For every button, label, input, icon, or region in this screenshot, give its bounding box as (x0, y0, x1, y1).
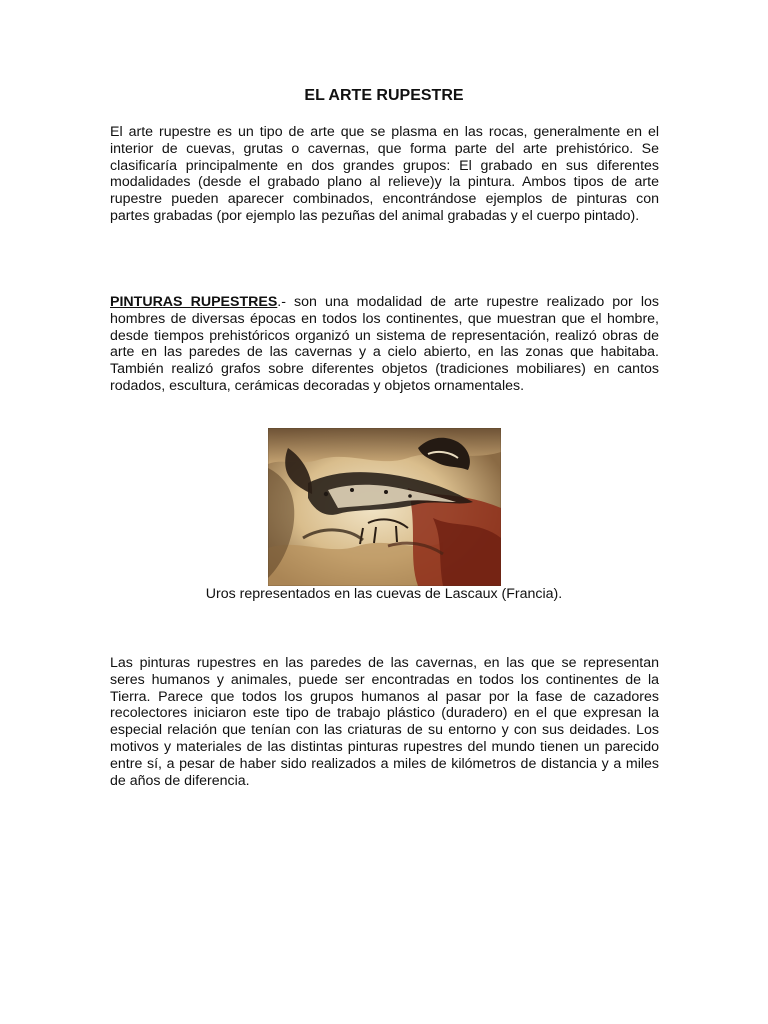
lascaux-cave-painting-image (268, 428, 501, 586)
pinturas-text: .- son una modalidad de arte rupestre realizado por los hombres de diversas épocas en todos los continentes, que muestran que el hombre, desde tiempos prehistóricos organizó un sistema de representación, realizó obras de arte en las paredes de las cavernas y a cielo abierto, en las zonas que habitaba. También realizó grafos sobre diferentes objetos (tradiciones mobiliares) en cantos rodados, escultura, cerámicas decoradas y objetos ornamentales. (110, 294, 659, 394)
page-title: EL ARTE RUPESTRE (304, 87, 464, 104)
figure-caption: Uros representados en las cuevas de Lascaux (Francia). (205, 586, 563, 602)
pinturas-term: PINTURAS RUPESTRES (110, 294, 278, 310)
closing-paragraph: Las pinturas rupestres en las paredes de las cavernas, en las que se representan seres humanos y animales, puede ser encontradas en todos los continentes de la Tierra. Parece que todos los grupos humanos al pasar por la fase de cazadores recolectores iniciaron este tipo de trabajo plástico (duradero) en el que expresan la especial relación que tenían con las criaturas de su entorno y con sus deidades. Los motivos y materiales de las distintas pinturas rupestres del mundo tienen un parecido entre sí, a pesar de haber sido realizados a miles de kilómetros de distancia y a miles de años de diferencia. (110, 655, 659, 789)
intro-paragraph: El arte rupestre es un tipo de arte que se plasma en las rocas, generalmente en el interior de cuevas, grutas o cavernas, que forma parte del arte prehistórico. Se clasificaría principalmente en dos grandes grupos: El grabado en sus diferentes modalidades (desde el grabado plano al relieve)y la pintura. Ambos tipos de arte rupestre pueden aparecer combinados, encontrándose ejemplos de pinturas con partes grabadas (por ejemplo las pezuñas del animal grabadas y el cuerpo pintado). (110, 124, 659, 224)
pinturas-paragraph (110, 294, 659, 395)
